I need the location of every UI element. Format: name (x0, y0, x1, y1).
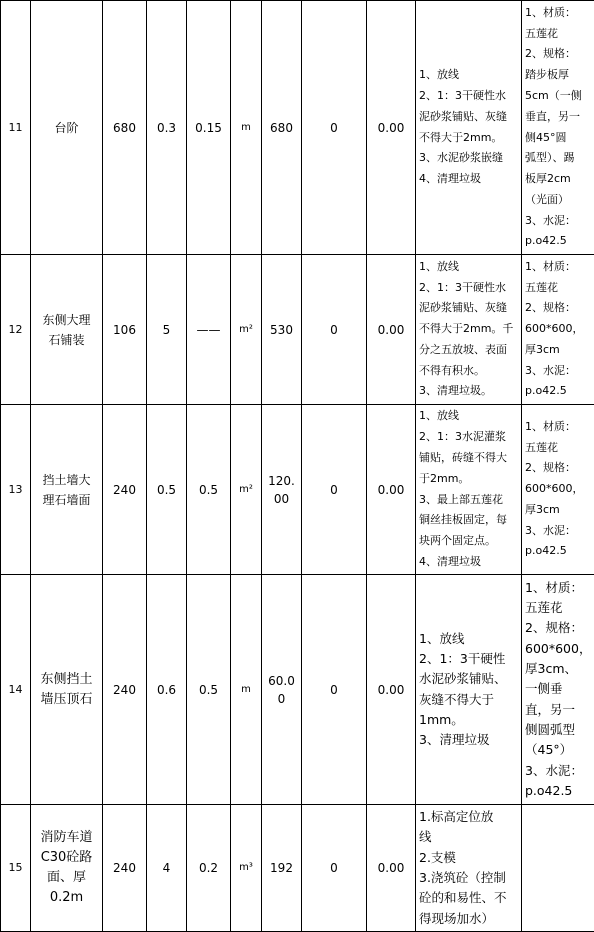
item-name-cell-line: 东侧挡土 (33, 670, 100, 690)
work-description-cell-line: 分之五放坡、表面 (419, 340, 518, 361)
material-spec-cell-line: 600*600， (525, 479, 591, 500)
work-description-cell-line: 不得有积水。 (419, 361, 518, 382)
work-description-cell-line: 3、清理垃圾。 (419, 381, 518, 402)
work-description-cell-line: 水泥砂浆铺贴、 (419, 669, 518, 689)
width-cell: 5 (147, 255, 187, 405)
item-name-cell-line: 0.2m (33, 888, 100, 908)
material-spec-cell-line: 厚3cm、 (525, 659, 591, 679)
work-description-cell (416, 575, 522, 805)
work-description-cell-line: 1、放线 (419, 406, 518, 427)
thickness-cell: 0.2 (187, 805, 231, 932)
item-name-cell-line: 台阶 (33, 118, 100, 138)
work-description-cell-line: 得现场加水） (419, 909, 518, 929)
material-spec-cell-line: 3、水泥： (525, 761, 591, 781)
thickness-cell: 0.5 (187, 575, 231, 805)
table-row (1, 575, 594, 805)
material-spec-cell-line: 2、规格： (525, 458, 591, 479)
material-spec-cell-line: 直，另一 (525, 700, 591, 720)
unit-price-cell: 0 (302, 1, 367, 255)
material-spec-cell-line: 2、规格： (525, 44, 591, 65)
material-spec-cell-line: 1、材质： (525, 3, 591, 24)
material-spec-cell-line: 垂直，另一 (525, 107, 591, 128)
unit-price-cell: 0 (302, 575, 367, 805)
material-spec-cell-line: 一侧垂 (525, 679, 591, 699)
unit-cell: m (231, 575, 262, 805)
material-spec-cell-line: p.o42.5 (525, 231, 591, 252)
quantity-cell-line: 530 (264, 321, 299, 339)
work-description-cell-line: 铜丝挂板固定，每 (419, 510, 518, 531)
total-price-cell: 0.00 (367, 1, 416, 255)
item-name-cell (31, 1, 103, 255)
item-name-cell (31, 405, 103, 575)
width-cell: 0.6 (147, 575, 187, 805)
work-description-cell-line: 4、清理垃圾 (419, 169, 518, 190)
material-spec-cell-line: 3、水泥： (525, 211, 591, 232)
item-name-cell-line: 面、厚 (33, 868, 100, 888)
material-spec-cell-line: p.o42.5 (525, 781, 591, 801)
material-spec-cell-line: 厚3cm (525, 340, 591, 361)
table-row (1, 255, 594, 405)
quantity-cell-line: 192 (264, 859, 299, 877)
material-spec-cell-line: 600*600， (525, 319, 591, 340)
material-spec-cell (522, 255, 594, 405)
quantity-cell-line: 00 (264, 490, 299, 508)
work-description-cell-line: 块两个固定点。 (419, 531, 518, 552)
material-spec-cell-line: 五莲花 (525, 438, 591, 459)
work-description-cell-line: 3、最上部五莲花 (419, 490, 518, 511)
quantity-cell (262, 255, 302, 405)
material-spec-cell (522, 805, 594, 932)
material-spec-cell (522, 405, 594, 575)
thickness-cell: 0.5 (187, 405, 231, 575)
item-name-cell (31, 575, 103, 805)
material-spec-cell-line: 五莲花 (525, 278, 591, 299)
work-description-cell-line: 2、1：3干硬性水 (419, 86, 518, 107)
material-spec-cell-line: 侧45°圆 (525, 128, 591, 149)
unit-price-cell: 0 (302, 405, 367, 575)
material-spec-cell-line: 弧型）、踢 (525, 148, 591, 169)
material-spec-cell-line: 1、材质： (525, 417, 591, 438)
material-spec-cell-line: 五莲花 (525, 598, 591, 618)
item-name-cell-line: C30砼路 (33, 848, 100, 868)
table-row (1, 405, 594, 575)
work-description-cell-line: 泥砂浆铺贴、灰缝 (419, 107, 518, 128)
work-description-cell-line: 3、水泥砂浆嵌缝 (419, 148, 518, 169)
length-cell: 240 (103, 405, 147, 575)
work-description-cell (416, 405, 522, 575)
quantity-cell-line: 120. (264, 472, 299, 490)
material-spec-cell-line: （光面） (525, 190, 591, 211)
material-spec-cell-line: 3、水泥： (525, 521, 591, 542)
unit-price-cell: 0 (302, 805, 367, 932)
work-description-cell-line: 1.标高定位放 (419, 807, 518, 827)
work-description-cell-line: 1、放线 (419, 629, 518, 649)
thickness-cell: 0.15 (187, 1, 231, 255)
material-spec-cell-line: 2、规格： (525, 618, 591, 638)
total-price-cell: 0.00 (367, 405, 416, 575)
item-number-cell: 14 (1, 575, 31, 805)
work-description-cell-line: 1mm。 (419, 710, 518, 730)
unit-cell: m² (231, 255, 262, 405)
item-name-cell-line: 理石墙面 (33, 490, 100, 510)
unit-cell: m² (231, 405, 262, 575)
quantity-cell-line: 0 (264, 690, 299, 708)
work-description-cell-line: 灰缝不得大于 (419, 690, 518, 710)
material-spec-cell-line: 2、规格： (525, 298, 591, 319)
length-cell: 240 (103, 575, 147, 805)
item-name-cell-line: 东侧大理 (33, 310, 100, 330)
width-cell: 0.5 (147, 405, 187, 575)
width-cell: 0.3 (147, 1, 187, 255)
material-spec-cell-line: 侧圆弧型 (525, 720, 591, 740)
item-name-cell (31, 805, 103, 932)
item-name-cell-line: 墙压顶石 (33, 690, 100, 710)
material-spec-cell (522, 575, 594, 805)
item-number-cell: 13 (1, 405, 31, 575)
material-spec-cell-line: 1、材质： (525, 257, 591, 278)
material-spec-cell-line: （45°） (525, 740, 591, 760)
work-description-cell (416, 1, 522, 255)
material-spec-cell-line: 3、水泥： (525, 361, 591, 382)
item-number-cell: 12 (1, 255, 31, 405)
work-description-cell-line: 1、放线 (419, 65, 518, 86)
work-description-cell-line: 不得大于2mm。千 (419, 319, 518, 340)
item-number-cell: 15 (1, 805, 31, 932)
material-spec-cell-line: 五莲花 (525, 24, 591, 45)
work-description-cell-line: 4、清理垃圾 (419, 552, 518, 573)
length-cell: 680 (103, 1, 147, 255)
work-description-cell-line: 铺贴，砖缝不得大 (419, 448, 518, 469)
work-description-cell-line: 2、1：3干硬性水 (419, 278, 518, 299)
material-spec-cell-line: 1、材质： (525, 578, 591, 598)
work-description-cell-line: 3、清理垃圾 (419, 730, 518, 750)
work-description-cell-line: 3.浇筑砼（控制 (419, 868, 518, 888)
work-description-cell-line: 砼的和易性、不 (419, 888, 518, 908)
work-description-cell-line: 1、放线 (419, 257, 518, 278)
work-description-cell-line: 2.支模 (419, 848, 518, 868)
work-description-cell-line: 2、1：3干硬性 (419, 649, 518, 669)
total-price-cell: 0.00 (367, 575, 416, 805)
total-price-cell: 0.00 (367, 805, 416, 932)
length-cell: 240 (103, 805, 147, 932)
table-row (1, 805, 594, 932)
work-description-cell-line: 线 (419, 827, 518, 847)
unit-cell: m (231, 1, 262, 255)
material-spec-cell-line: 板厚2cm (525, 169, 591, 190)
length-cell: 106 (103, 255, 147, 405)
quantity-cell (262, 805, 302, 932)
work-description-cell-line: 于2mm。 (419, 469, 518, 490)
item-name-cell (31, 255, 103, 405)
material-spec-cell-line: 600*600， (525, 639, 591, 659)
unit-cell: m³ (231, 805, 262, 932)
work-description-cell-line: 泥砂浆铺贴、灰缝 (419, 298, 518, 319)
item-number-cell: 11 (1, 1, 31, 255)
quantity-cell (262, 575, 302, 805)
material-spec-cell-line: p.o42.5 (525, 541, 591, 562)
material-spec-cell-line: 踏步板厚 (525, 65, 591, 86)
item-name-cell-line: 石铺装 (33, 330, 100, 350)
work-description-cell-line: 不得大于2mm。 (419, 128, 518, 149)
total-price-cell: 0.00 (367, 255, 416, 405)
quantity-cell-line: 60.0 (264, 672, 299, 690)
material-spec-cell-line: 厚3cm (525, 500, 591, 521)
material-spec-cell (522, 1, 594, 255)
material-spec-cell-line: p.o42.5 (525, 381, 591, 402)
item-name-cell-line: 挡土墙大 (33, 470, 100, 490)
material-spec-cell-line: 5cm（一侧 (525, 86, 591, 107)
work-description-cell (416, 805, 522, 932)
unit-price-cell: 0 (302, 255, 367, 405)
table-row (1, 1, 594, 255)
item-name-cell-line: 消防车道 (33, 828, 100, 848)
quantity-cell-line: 680 (264, 119, 299, 137)
work-description-cell-line: 2、1：3水泥灌浆 (419, 427, 518, 448)
thickness-cell: —— (187, 255, 231, 405)
work-description-cell (416, 255, 522, 405)
width-cell: 4 (147, 805, 187, 932)
quantity-cell (262, 1, 302, 255)
quantity-cell (262, 405, 302, 575)
